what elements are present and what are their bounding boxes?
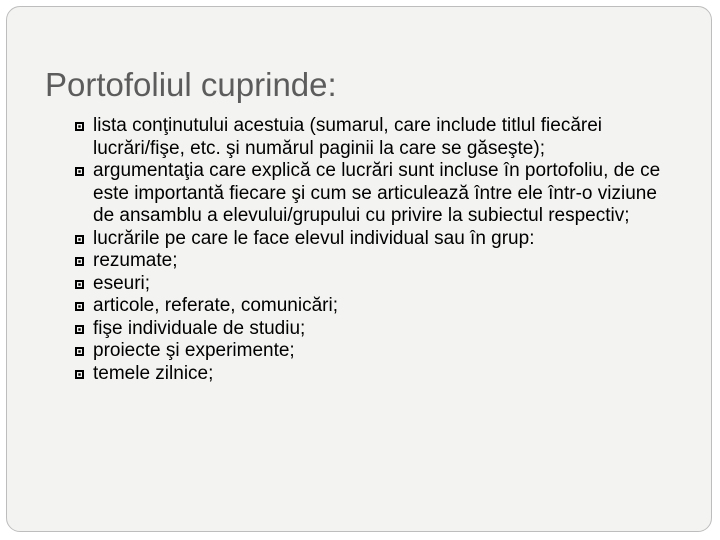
bullet-text: eseuri; (93, 272, 151, 294)
bullet-text: lista conţinutului acestuia (sumarul, care include titlul fiecărei lucrări/fişe, etc. şi numărul paginii la care se găseşte); (93, 115, 603, 159)
bullet-text: fişe individuale de studiu; (93, 317, 306, 339)
square-bullet-icon (74, 166, 85, 177)
slide-title: Portofoliul cuprinde: (45, 66, 337, 103)
square-bullet-icon (74, 301, 85, 312)
bullet-text: articole, referate, comunicări; (93, 295, 338, 316)
list-item (73, 273, 673, 296)
bullet-text: temele zilnice; (93, 362, 214, 384)
square-bullet-icon (74, 279, 85, 290)
square-bullet-icon (74, 121, 85, 132)
bullet-text: rezumate; (93, 250, 178, 271)
square-bullet-icon (74, 369, 85, 380)
list-item (73, 318, 673, 341)
list-item (73, 363, 673, 386)
slide (6, 6, 712, 532)
bullet-text: argumentaţia care explică ce lucrări sunt incluse în portofoliu, de ce este importantă fiecare şi cum se articulează între ele într-o viziune de ansamblu a elevului/grupului cu privire la subiectul respectiv; (93, 160, 661, 226)
bullet-text: proiecte şi experimente; (93, 340, 295, 361)
square-bullet-icon (74, 324, 85, 335)
list-item (73, 115, 673, 160)
list-item (73, 250, 673, 273)
list-item (73, 340, 673, 363)
list-item (73, 228, 673, 251)
bullet-list (73, 115, 673, 385)
bullet-text: lucrările pe care le face elevul individual sau în grup: (93, 227, 535, 249)
list-item (73, 160, 673, 228)
square-bullet-icon (74, 234, 85, 245)
square-bullet-icon (74, 256, 85, 267)
square-bullet-icon (74, 346, 85, 357)
list-item (73, 295, 673, 318)
